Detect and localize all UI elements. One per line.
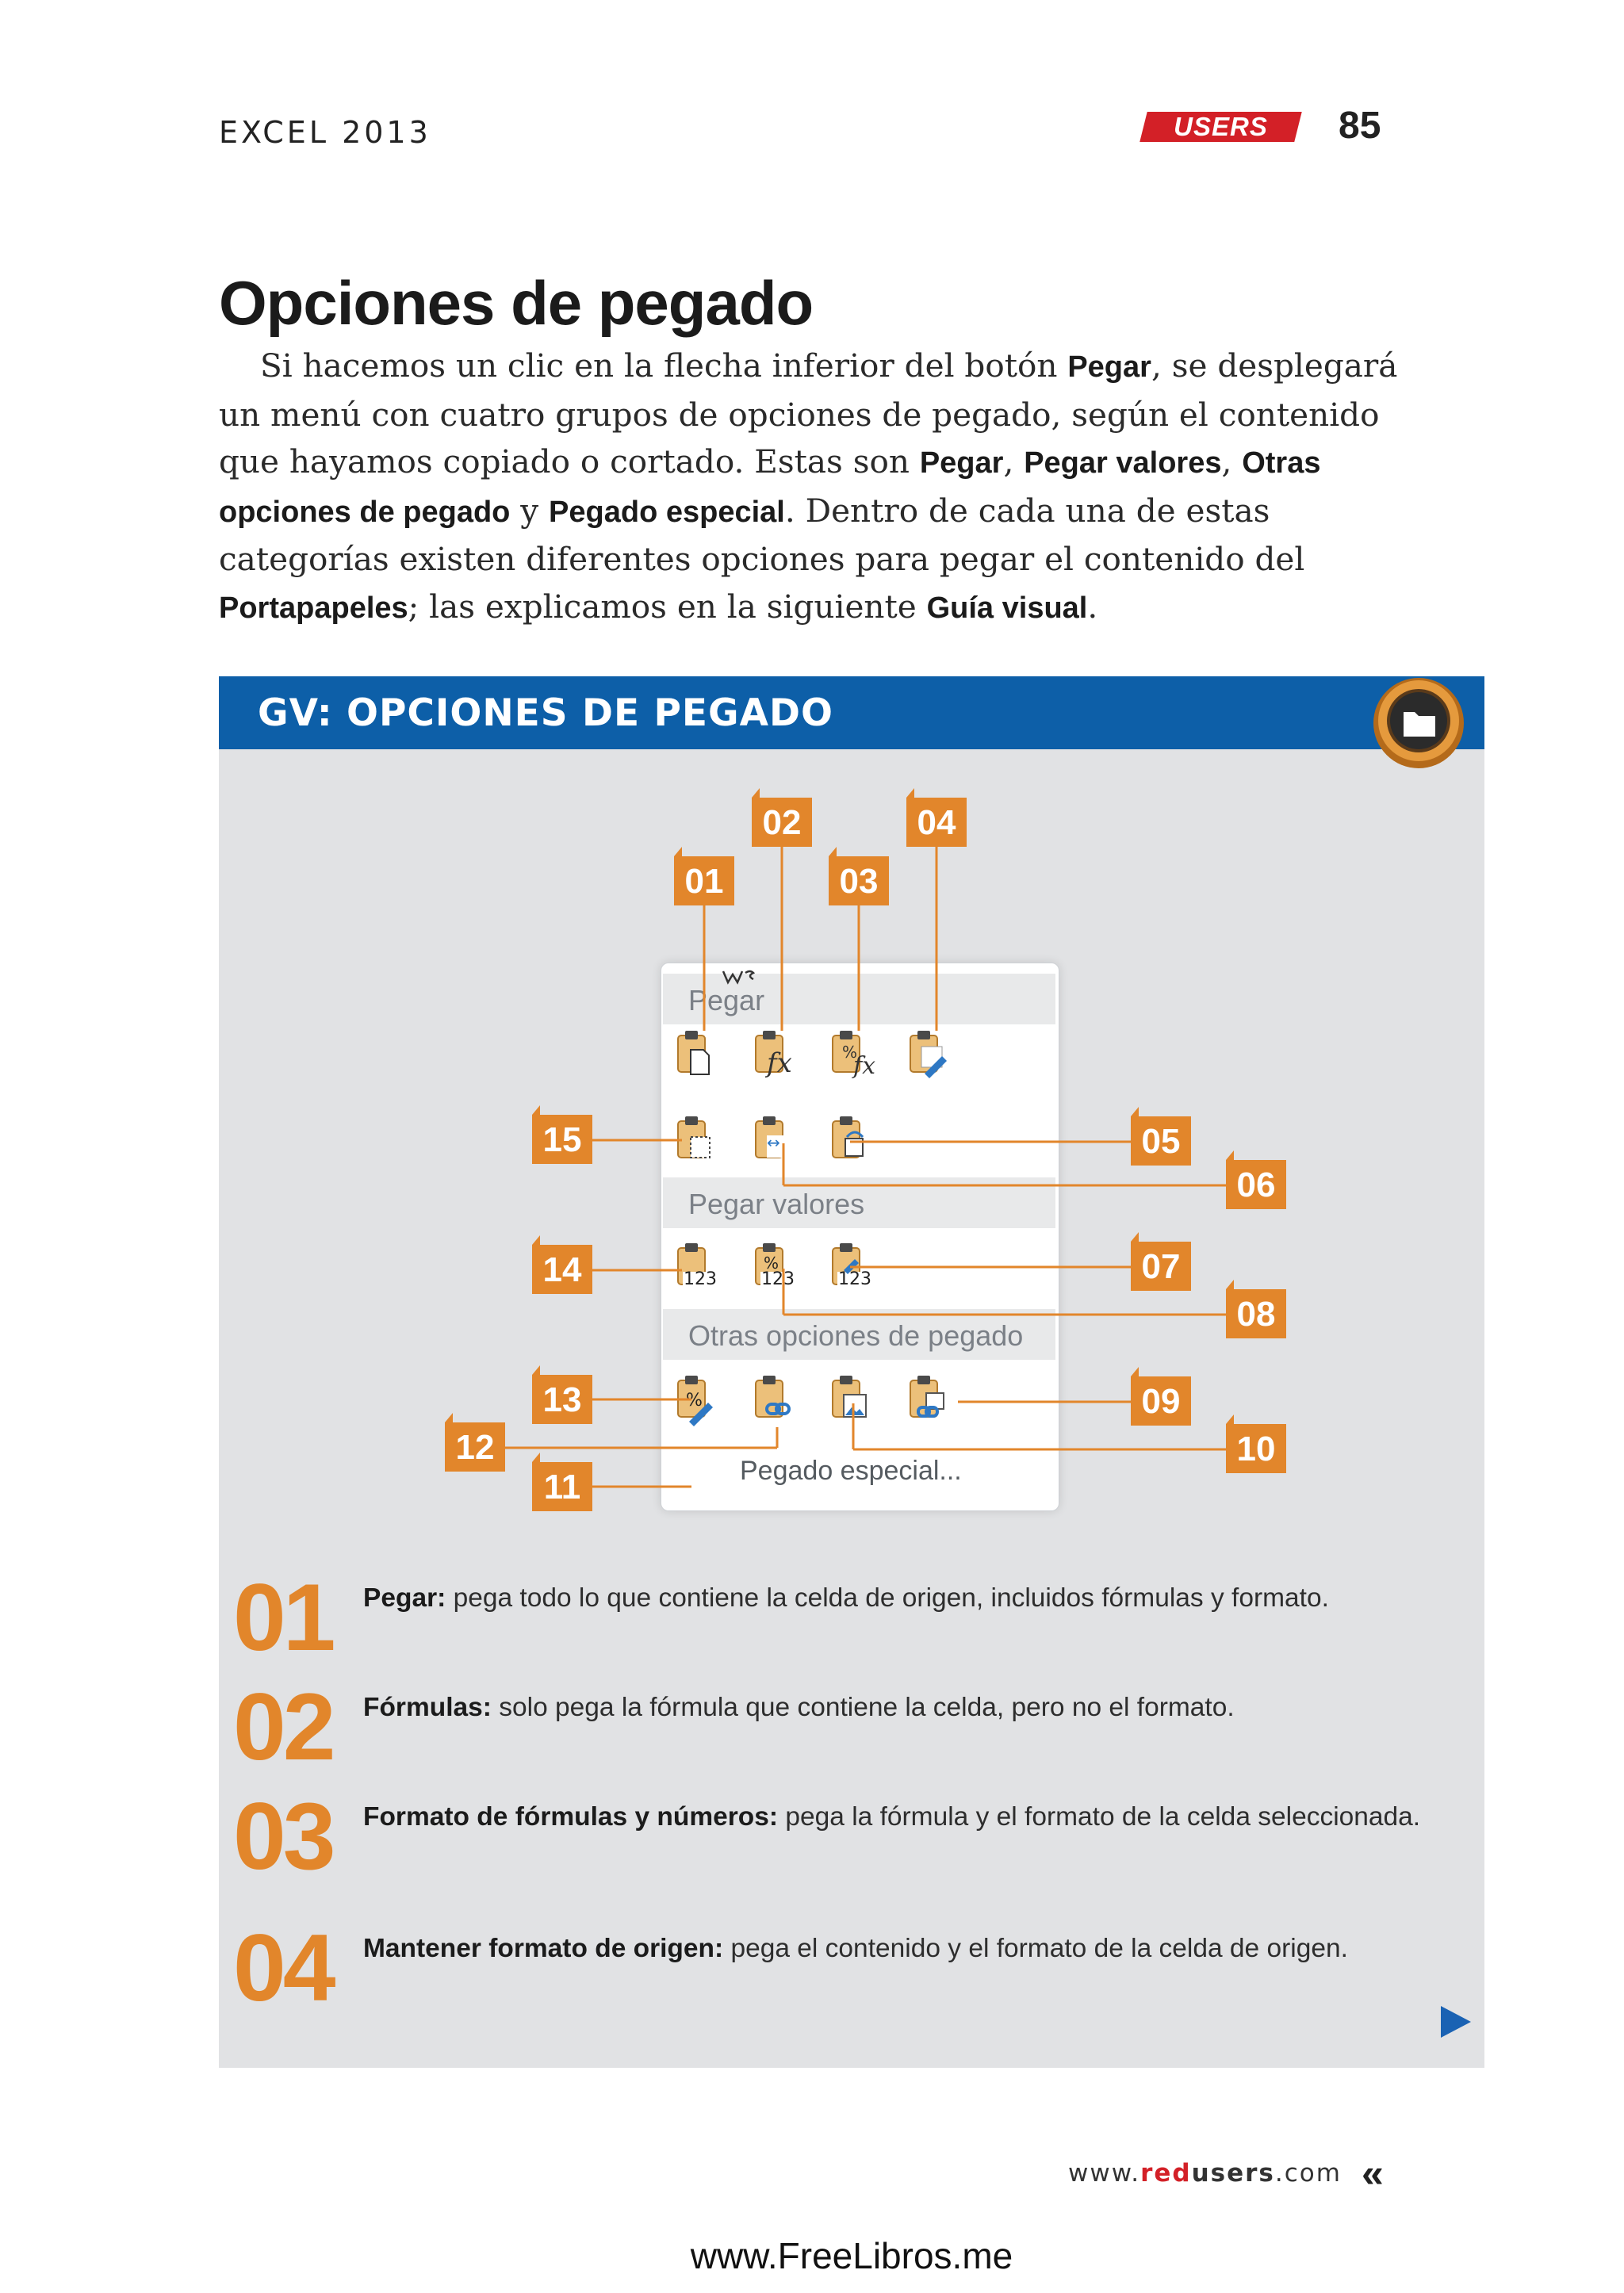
svg-text:13: 13 (542, 1380, 582, 1419)
item-number: 04 (233, 1915, 333, 2021)
item-number: 03 (233, 1783, 333, 1889)
callout-badge-03 (829, 847, 889, 905)
svg-text:12: 12 (455, 1428, 495, 1467)
intro-line: Portapapeles; las explicamos en la siguiente Guía visual. (219, 587, 1098, 626)
visual-guide-title: GV: OPCIONES DE PEGADO (258, 691, 833, 735)
keep-source-format-icon[interactable] (910, 1031, 947, 1078)
callout-badge-15 (532, 1105, 592, 1164)
callout-badge-10 (1226, 1414, 1286, 1473)
double-chevron-icon: « (1362, 2151, 1384, 2195)
callout-badge-04 (906, 788, 967, 847)
svg-text:15: 15 (542, 1120, 582, 1159)
svg-text:04: 04 (917, 803, 956, 842)
callout-badge-12 (445, 1413, 505, 1472)
svg-text:123: 123 (684, 1269, 717, 1289)
paste-icon[interactable] (678, 1031, 709, 1074)
item-description: Pegar: pega todo lo que contiene la celda de origen, incluidos fórmulas y formato. (363, 1583, 1329, 1613)
callout-badge-05 (1131, 1107, 1191, 1166)
cursor-icon (723, 971, 753, 982)
no-borders-icon[interactable] (678, 1116, 710, 1158)
svg-text:05: 05 (1141, 1122, 1181, 1161)
svg-text:11: 11 (543, 1468, 581, 1506)
callout-badge-02 (752, 788, 812, 847)
svg-text:06: 06 (1236, 1166, 1276, 1204)
svg-text:02: 02 (762, 803, 802, 842)
svg-text:123: 123 (761, 1269, 795, 1289)
next-page-arrow-icon[interactable] (1439, 2004, 1473, 2039)
svg-text:123: 123 (838, 1269, 871, 1289)
svg-text:%: % (764, 1254, 779, 1273)
svg-text:09: 09 (1141, 1382, 1181, 1421)
picture-icon[interactable] (833, 1376, 866, 1417)
callout-badge-01 (674, 847, 734, 905)
menu-section-label: Pegar (688, 984, 765, 1016)
callout-badge-08 (1226, 1280, 1286, 1338)
svg-text:↔: ↔ (767, 1133, 780, 1152)
formatting-icon[interactable] (678, 1376, 713, 1426)
callout-badge-11 (532, 1453, 592, 1511)
footer-url[interactable]: www.redusers.com (1068, 2159, 1342, 2188)
intro-line: que hayamos copiado o cortado. Estas son Pegar, Pegar valores, Otras (219, 442, 1321, 480)
brand-logo-text: USERS (1174, 112, 1268, 141)
site-watermark-url: www.FreeLibros.me (690, 2235, 1013, 2276)
callout-badge-06 (1226, 1150, 1286, 1209)
values-number-format-icon[interactable] (756, 1243, 795, 1289)
menu-section-label: Pegar valores (688, 1188, 865, 1220)
section-heading: Opciones de pegado (219, 268, 814, 338)
svg-text:%: % (842, 1043, 858, 1062)
svg-text:08: 08 (1236, 1295, 1276, 1334)
menu-section-label: Otras opciones de pegado (688, 1319, 1024, 1352)
values-icon[interactable] (678, 1243, 717, 1289)
item-number: 02 (233, 1674, 333, 1780)
callout-badge-07 (1131, 1232, 1191, 1291)
callout-badge-13 (532, 1365, 592, 1424)
callout-badge-14 (532, 1235, 592, 1294)
item-description: Formato de fórmulas y números: pega la fórmula y el formato de la celda seleccionada. (363, 1802, 1421, 1832)
page-number: 85 (1339, 105, 1381, 147)
intro-line: Si hacemos un clic en la flecha inferior del botón Pegar, se desplegará (260, 346, 1398, 385)
svg-text:fx: fx (853, 1052, 876, 1080)
svg-text:01: 01 (684, 862, 724, 901)
item-description: Mantener formato de origen: pega el contenido y el formato de la celda de origen. (363, 1934, 1348, 1963)
formulas-number-format-icon[interactable] (833, 1031, 875, 1080)
callout-badge-09 (1131, 1367, 1191, 1426)
svg-text:10: 10 (1236, 1430, 1276, 1468)
running-title: EXCEL 2013 (219, 115, 431, 150)
intro-line: opciones de pegado y Pegado especial. Dentro de cada una de estas (219, 491, 1270, 530)
formulas-icon[interactable] (756, 1031, 792, 1079)
item-number: 01 (233, 1564, 333, 1671)
transpose-icon[interactable] (833, 1116, 863, 1158)
intro-line: categorías existen diferentes opciones para pegar el contenido del (219, 540, 1305, 578)
paste-link-icon[interactable] (756, 1376, 789, 1417)
intro-line: un menú con cuatro grupos de opciones de pegado, según el contenido (219, 395, 1380, 434)
menu-item-pegado-especial[interactable]: Pegado especial... (740, 1456, 962, 1486)
svg-text:14: 14 (542, 1250, 582, 1289)
svg-text:07: 07 (1141, 1247, 1181, 1286)
linked-picture-icon[interactable] (910, 1376, 944, 1417)
svg-text:%: % (686, 1391, 703, 1411)
svg-text:fx: fx (767, 1047, 792, 1079)
item-description: Fórmulas: solo pega la fórmula que contiene la celda, pero no el formato. (363, 1693, 1235, 1722)
svg-text:03: 03 (839, 862, 879, 901)
